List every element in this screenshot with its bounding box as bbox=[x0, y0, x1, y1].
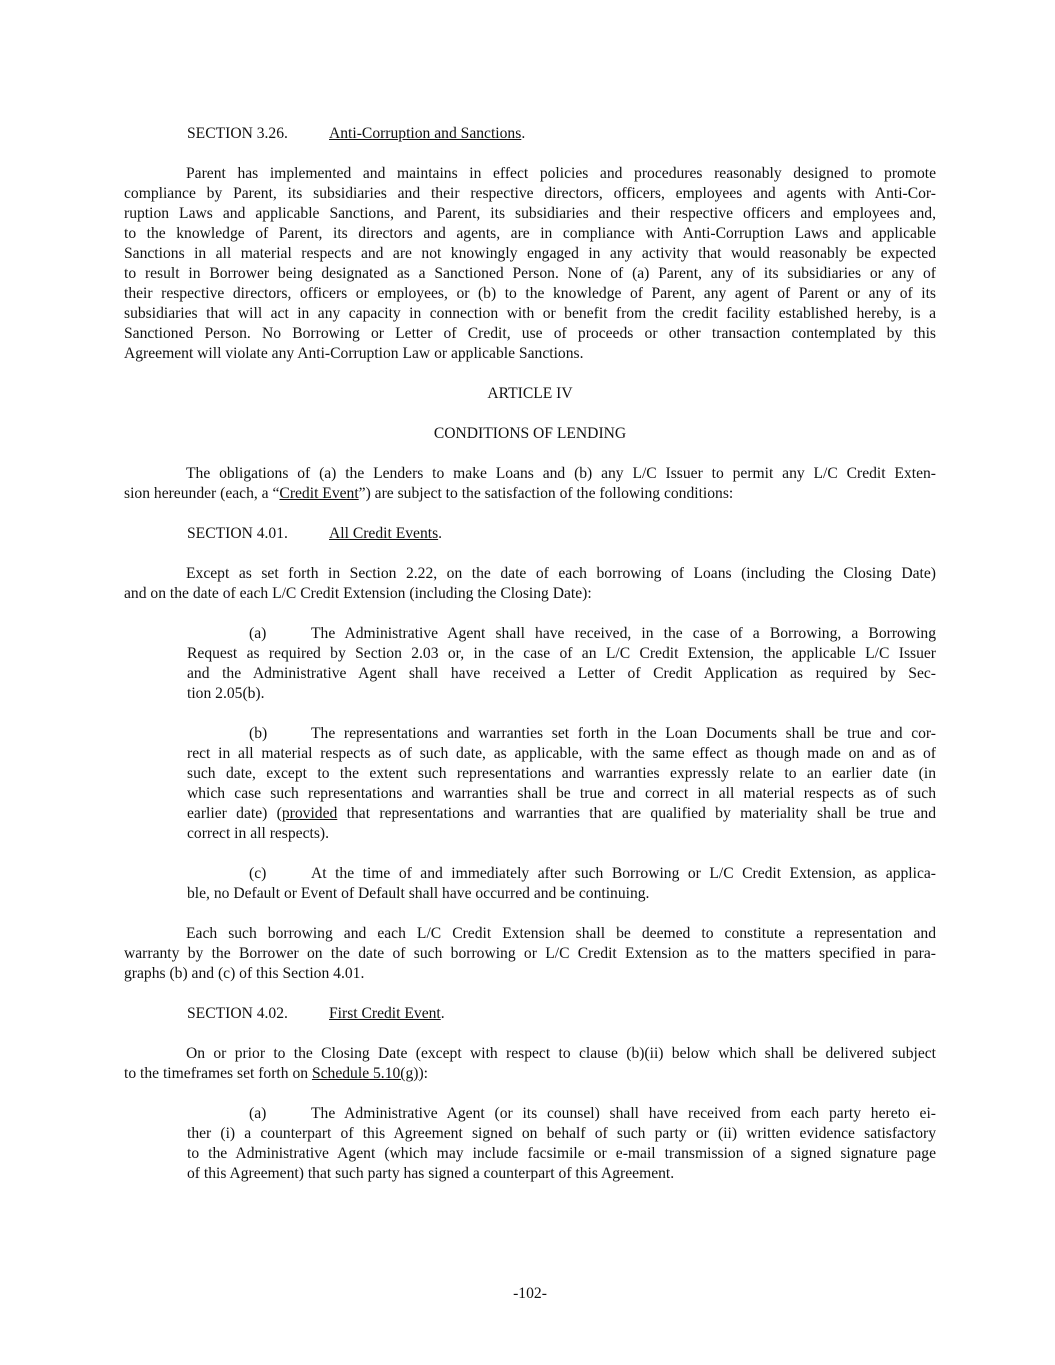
section-title: All Credit Events bbox=[329, 525, 439, 542]
clause-label: (c) bbox=[249, 865, 267, 882]
article-number: ARTICLE IV bbox=[487, 385, 573, 402]
section-number: SECTION 4.01. bbox=[187, 525, 288, 542]
clause-label: (a) bbox=[249, 1105, 267, 1122]
section-number: SECTION 4.02. bbox=[187, 1005, 288, 1022]
section-4-02-paragraph: On or prior to the Closing Date (except with respect to clause (b)(ii) below which shall be delivered subject to the timeframes set forth on Schedule 5.10(g)): bbox=[124, 1045, 936, 1082]
clause-a: (a) The Administrative Agent (or its counsel) shall have received from each party hereto ei- ther (i) a counterpart of this Agreement signed on behalf of such party or (ii) written evidence satisfactory to the Administrative Agent (which may include facsimile or e-mail transmission of a signed signature page of this Agreement) that such party has signed a counterpart of this Agreement. bbox=[187, 1105, 936, 1182]
section-number: SECTION 3.26. bbox=[187, 125, 288, 142]
defined-term-provided: provided bbox=[281, 805, 338, 822]
article-intro-paragraph: The obligations of (a) the Lenders to make Loans and (b) any L/C Issuer to permit any L/C Credit Exten- sion hereunder (each, a “Credit Event”) are subject to the satisfaction of the following conditions: bbox=[124, 465, 936, 502]
section-4-01-closing-paragraph: Each such borrowing and each L/C Credit Extension shall be deemed to constitute a representation and warranty by the Borrower on the date of such borrowing or L/C Credit Extension as to the matters specified in para- graphs (b) and (c) of this Section 4.01. bbox=[124, 925, 936, 982]
section-4-02-heading: SECTION 4.02. First Credit Event. bbox=[187, 1005, 445, 1022]
section-3-26-heading: SECTION 3.26. Anti-Corruption and Sanctions. bbox=[187, 125, 526, 142]
clause-label: (a) bbox=[249, 625, 267, 642]
section-4-01-heading: SECTION 4.01. All Credit Events. bbox=[187, 525, 443, 542]
clause-b: (b) The representations and warranties set forth in the Loan Documents shall be true and cor- rect in all material respects as of such date, as applicable, with the same effect as though made on and as of such date, except to the extent such representations and warranties expressly relate to an earlier date (in which case such representations and warranties shall be true and correct in all material respects as of such earlier date) (provided that representations and warranties that are qualified by materiality shall be true and correct in all respects). bbox=[187, 725, 936, 842]
schedule-reference: Schedule 5.10(g) bbox=[311, 1065, 419, 1082]
defined-term-credit-event: Credit Event bbox=[279, 485, 359, 502]
page-number: -102- bbox=[513, 1285, 547, 1302]
clause-c: (c) At the time of and immediately after such Borrowing or L/C Credit Extension, as applica- ble, no Default or Event of Default shall have occurred and be continuing. bbox=[187, 865, 936, 902]
section-3-26-paragraph: Parent has implemented and maintains in effect policies and procedures reasonably designed to promote compliance by Parent, its subsidiaries and their respective directors, officers, employees and agents with Anti-Cor- ruption Laws and applicable Sanctions, and Parent, its subsidiaries and their respective officers and employees and, to the knowledge of Parent, its directors and agents, are in compliance with Anti-Corruption Laws and applicable Sanctions in all material respects and are not knowingly engaged in any activity that would reasonably be expected to result in Borrower being designated as a Sanctioned Person. None of (a) Parent, any of its subsidiaries or any of their respective directors, officers or employees, or (b) to the knowledge of Parent, any agent of Parent or any of its subsidiaries that will act in any capacity in connection with or benefit from the credit facility established hereby, is a Sanctioned Person. No Borrowing or Letter of Credit, use of proceeds or other transaction contemplated by this Agreement will violate any Anti-Corruption Law or applicable Sanctions. bbox=[124, 165, 936, 362]
section-title: First Credit Event bbox=[329, 1005, 441, 1022]
section-title: Anti-Corruption and Sanctions bbox=[329, 125, 522, 142]
section-4-01-paragraph: Except as set forth in Section 2.22, on the date of each borrowing of Loans (including the Closing Date) and on the date of each L/C Credit Extension (including the Closing Date): bbox=[124, 565, 936, 602]
article-title: CONDITIONS OF LENDING bbox=[433, 425, 627, 442]
clause-label: (b) bbox=[249, 725, 268, 742]
clause-a: (a) The Administrative Agent shall have received, in the case of a Borrowing, a Borrowing Request as required by Section 2.03 or, in the case of an L/C Credit Extension, the applicable L/C Issuer and the Administrative Agent shall have received a Letter of Credit Application as required by Sec- tion 2.05(b). bbox=[187, 625, 936, 702]
